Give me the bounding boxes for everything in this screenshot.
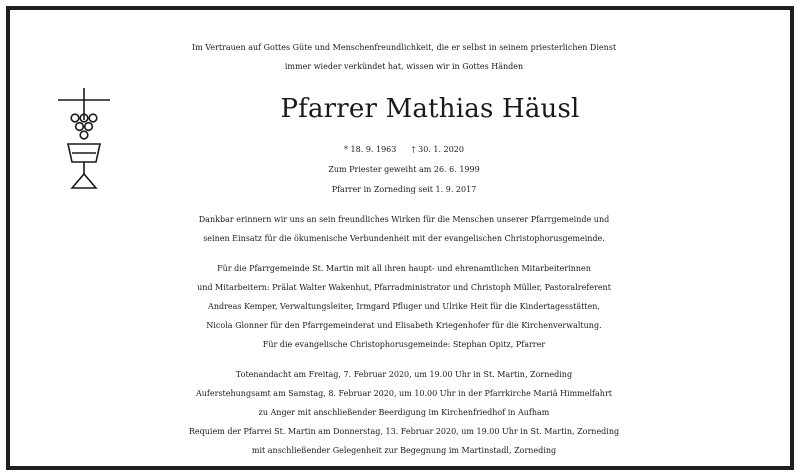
parish-since: Pfarrer in Zorneding seit 1. 9. 2017 xyxy=(331,185,477,194)
signatories-line: Für die evangelische Christophorusgemeinde: Stephan Opitz, Pfarrer xyxy=(262,340,546,349)
deceased-name: Pfarrer Mathias Häusl xyxy=(280,94,580,124)
intro-line: immer wieder verkündet hat, wissen wir in Gottes Händen xyxy=(284,62,524,71)
service-line: Requiem der Pfarrei St. Martin am Donnerstag, 13. Februar 2020, um 19.00 Uhr in St. Martin, Zorneding xyxy=(188,427,620,436)
life-dates: * 18. 9. 1963 † 30. 1. 2020 xyxy=(344,145,464,154)
service-line: Totenandacht am Freitag, 7. Februar 2020, um 19.00 Uhr in St. Martin, Zorneding xyxy=(235,370,573,379)
signatories-line: Andreas Kemper, Verwaltungsleiter, Irmgard Pfluger und Ulrike Heit für die Kindertagesstätten, xyxy=(208,302,600,311)
ordination-date: Zum Priester geweiht am 26. 6. 1999 xyxy=(328,165,480,174)
signatories-line: Für die Pfarrgemeinde St. Martin mit all ihren haupt- und ehrenamtlichen Mitarbeiterinnen xyxy=(217,264,591,273)
signatories-line: Nicola Glonner für den Pfarrgemeinderat und Elisabeth Kriegenhofer für die Kirchenverwaltung. xyxy=(206,321,602,330)
service-line: Auferstehungsamt am Samstag, 8. Februar 2020, um 10.00 Uhr in der Pfarrkirche Mariä Himmelfahrt xyxy=(196,389,612,398)
signatories-line: und Mitarbeitern: Prälat Walter Wakenhut, Pfarradministrator und Christoph Müller, Pastoralreferent xyxy=(197,283,611,292)
service-line: zu Anger mit anschließender Beerdigung im Kirchenfriedhof in Aufham xyxy=(258,408,550,417)
intro-line: Im Vertrauen auf Gottes Güte und Menschenfreundlichkeit, die er selbst in seinem priesterlichen Dienst xyxy=(191,43,617,52)
gratitude-line: seinen Einsatz für die ökumenische Verbundenheit mit der evangelischen Christophorusgemeinde. xyxy=(203,234,605,243)
service-line: mit anschließender Gelegenheit zur Begegnung im Martinstadl, Zorneding xyxy=(251,446,557,455)
gratitude-line: Dankbar erinnern wir uns an sein freundliches Wirken für die Menschen unserer Pfarrgemeinde und xyxy=(198,215,610,224)
obituary-notice xyxy=(6,6,794,470)
